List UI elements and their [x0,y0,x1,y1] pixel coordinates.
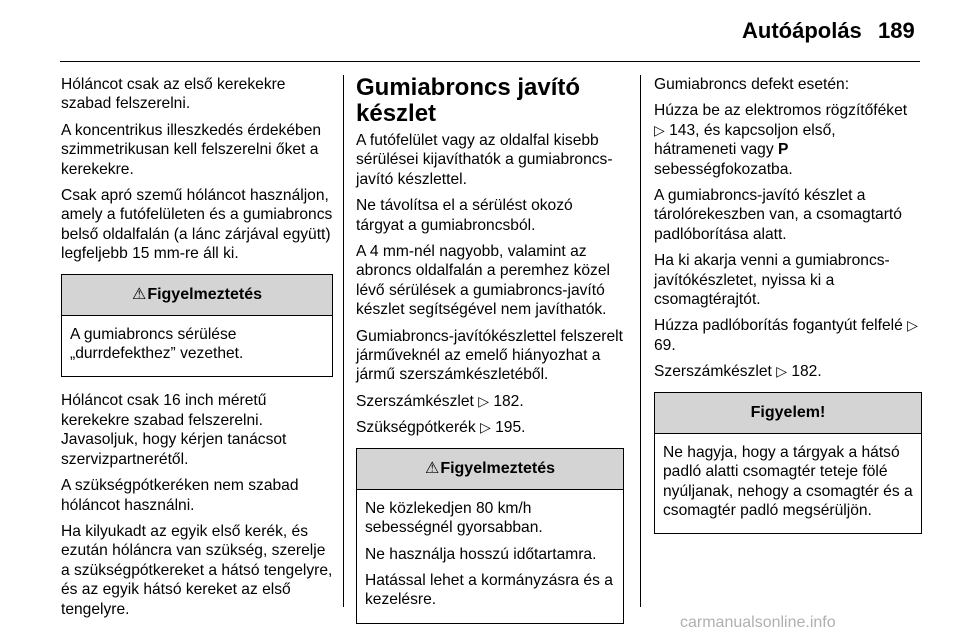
gear-p-label: P [777,141,789,159]
reference-page-link[interactable]: 69. [654,336,676,354]
warning-box-header [62,275,332,316]
warning-box-body [357,490,623,623]
paragraph: Hóláncot csak az első kerekekre szabad felszerelni. [61,76,286,113]
warning-box-header [357,449,623,490]
paragraph: A szükségpótkeréken nem szabad hóláncot használni. [61,477,299,514]
reference-page-link[interactable]: 182. [493,392,524,410]
warning-text: Ne használja hosszú időtartamra. [365,545,597,563]
section-heading: Gumiabroncs javító készlet [356,74,581,127]
paragraph: Csak apró szemű hóláncot használjon, amely a futófelületen és a gumiabroncs belső oldalfalán (a lánc zárjával együtt) legfeljebb 15 mm-re áll ki. [61,187,333,263]
page-header [0,0,960,62]
paragraph-text: , és kapcsoljon első, hátrameneti vagy [654,121,836,159]
paragraph: A 4 mm-nél nagyobb, valamint az abroncs oldalfalán a peremhez közel lévő sérülések a gumiabroncs-javító készlet segítségével nem javíthatók. [356,243,610,319]
paragraph-text: Húzza be az elektromos rögzítőféket [654,102,908,120]
warning-box-body [62,316,332,377]
warning-title: Figyelmeztetés [147,285,263,303]
warning-title: Figyelmeztetés [440,459,556,477]
paragraph: A gumiabroncs-javító készlet a tárolórekeszben van, a csomagtartó padlóborítása alatt. [654,187,902,243]
cross-reference [356,418,624,437]
reference-arrow-icon: ▷ [654,121,665,138]
reference-page-link[interactable]: 195. [495,419,526,437]
reference-page-link[interactable]: 182. [791,363,822,381]
column-2 [356,75,624,638]
paragraph: A koncentrikus illeszkedés érdekében szimmetrikusan kell felszerelni őket a kerekekre. [61,121,322,178]
notice-title: Figyelem! [750,403,826,421]
page-title: Autóápolás [742,18,862,43]
warning-box [356,448,624,624]
column-divider [640,75,641,607]
warning-box [61,274,333,378]
watermark: carmanualsonline.info [680,614,836,631]
warning-triangle-icon: ⚠ [131,285,147,303]
column-divider [343,75,344,607]
paragraph-text: Húzza padlóborítás fogantyút felfelé [654,317,903,335]
notice-box [654,392,922,535]
paragraph: Hóláncot csak 16 inch méretű kerekekre szabad felszerelni. Javasoljuk, hogy kérjen tanácsot szervizpartnerétől. [61,392,287,468]
paragraph: Gumiabroncs-javítókészlettel felszerelt járműveknél az emelő hiányozhat a jármű szerszámkészletéből. [356,327,623,384]
page-number: 189 [878,18,915,43]
warning-text: A gumiabroncs sérülése „durrdefekthez” vezethet. [70,325,244,363]
paragraph: Ha ki akarja venni a gumiabroncs-javítókészletet, nyissa ki a csomagtérajtót. [654,252,890,309]
notice-box-body [655,434,921,534]
warning-text: Ne közlekedjen 80 km/h sebességnél gyorsabban. [365,499,543,537]
paragraph [654,101,922,179]
reference-text: Szerszámkészlet [356,392,474,410]
reference-page-link[interactable]: 143 [669,121,696,139]
reference-text: Szükségpótkerék [356,419,476,437]
notice-text: Ne hagyja, hogy a tárgyak a hátsó padló alatti csomagtér teteje fölé nyúljanak, nehogy a csomagtér és a csomagtér padló megsérüljön. [663,443,913,519]
reference-text: Szerszámkészlet [654,363,772,381]
warning-triangle-icon: ⚠ [424,459,440,477]
reference-arrow-icon: ▷ [479,419,491,436]
paragraph: A futófelület vagy az oldalfal kisebb sérülései kijavíthatók a gumiabroncs-javító készlettel. [356,132,613,188]
header-rule [60,61,920,62]
paragraph: Ne távolítsa el a sérülést okozó tárgyat a gumiabroncsból. [356,197,573,234]
notice-box-header [655,393,921,434]
paragraph [654,316,922,355]
reference-arrow-icon: ▷ [478,392,489,409]
warning-text: Hatással lehet a kormányzásra és a kezelésre. [365,571,613,609]
paragraph: Ha kilyukadt az egyik első kerék, és ezután hóláncra van szükség, szerelje a szükségpótkereket a hátsó tengelyre, és az egyik hátsó kereket az első tengelyre. [61,522,333,618]
paragraph: Gumiabroncs defekt esetén: [654,76,850,93]
reference-arrow-icon: ▷ [776,363,787,380]
cross-reference [356,392,624,411]
cross-reference [654,362,922,381]
column-1 [61,75,333,626]
column-3 [654,75,922,548]
paragraph-text: sebességfokozatba. [654,160,793,178]
reference-arrow-icon: ▷ [907,317,918,334]
